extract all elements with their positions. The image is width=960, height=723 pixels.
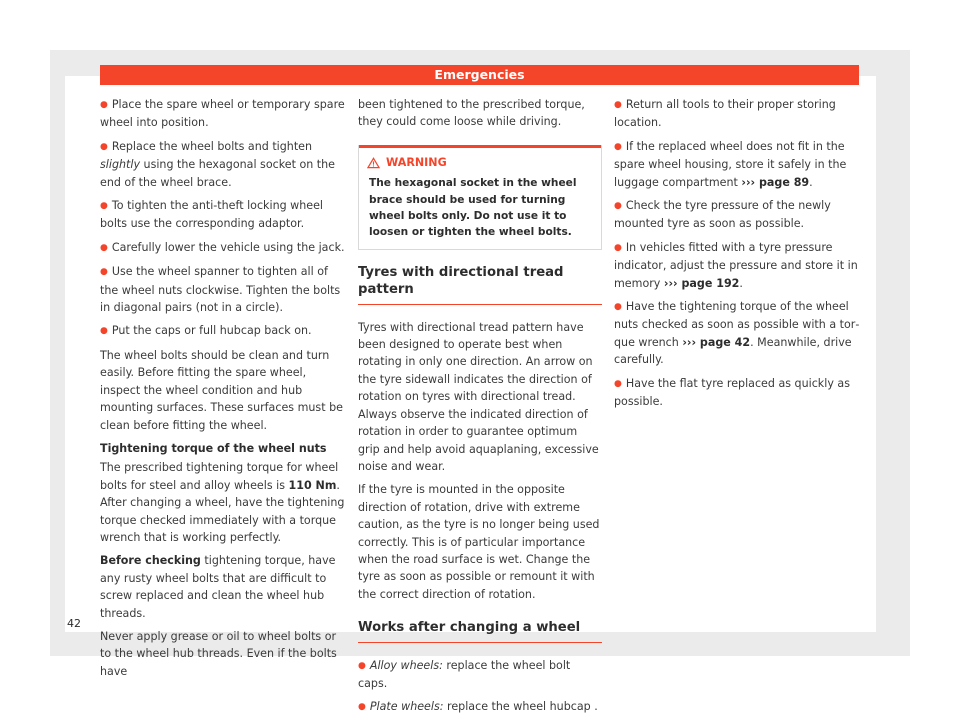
list-item: ● Replace the wheel bolts and tighten slightly using the hexagonal socket on the end of the wheel brace.: [100, 138, 346, 191]
list-item: ● Place the spare wheel or temporary spare wheel into position.: [100, 96, 346, 132]
list-item: ● Have the tightening torque of the wheel nuts checked as soon as possible with a torque wrench ››› page 42. Meanwhile, drive carefully.: [614, 298, 860, 369]
column-left: [100, 96, 346, 686]
list-item: ● Alloy wheels: replace the wheel bolt caps.: [358, 657, 602, 693]
paragraph: Tyres with directional tread pattern have been designed to operate best when rotating in only one direction. An arrow on the tyre sidewall indicates the direction of rotation on tyres with directional tread. Always observe the indicated direction of rotation in order to guarantee optimum grip and help avoid aquaplaning, excessive noise and wear.: [358, 320, 599, 473]
list-item: ● If the replaced wheel does not fit in the spare wheel housing, store it safely in the luggage compartment ››› page 89.: [614, 138, 860, 191]
page-link[interactable]: ››› page 89: [741, 175, 810, 189]
list-item: ● Use the wheel spanner to tighten all of the wheel nuts clockwise. Tighten the bolts in diagonal pairs (not in a circle).: [100, 263, 346, 316]
list-item: ● Carefully lower the vehicle using the jack.: [100, 239, 346, 257]
list-item: ● Check the tyre pressure of the newly mounted tyre as soon as possible.: [614, 197, 860, 233]
page-number: 42: [67, 617, 81, 630]
warning-triangle-icon: [367, 157, 380, 169]
paragraph: The prescribed tightening torque for wheel bolts for steel and alloy wheels is 110 Nm. After changing a wheel, have the tightening torque checked immediately with a torque wrench that is working perfectly.: [100, 461, 345, 544]
paragraph: The wheel bolts should be clean and turn easily. Before fitting the spare wheel, inspect the wheel condition and hub mounting surfaces. These surfaces must be clean before fitting the wheel.: [100, 348, 343, 432]
section-heading: Tyres with directional tread pattern: [358, 264, 602, 305]
column-right: [614, 96, 860, 417]
section-heading: Works after changing a wheel: [358, 619, 602, 642]
page-link[interactable]: ››› page 42: [682, 335, 751, 349]
list-item: ● In vehicles fitted with a tyre pressure indicator, adjust the pressure and store it in memory ››› page 192.: [614, 239, 860, 292]
paragraph: been tightened to the prescribed torque, they could come loose while driving.: [358, 98, 585, 129]
paragraph: If the tyre is mounted in the opposite direction of rotation, drive with extreme caution, as the tyre is no longer being used correctly. This is of particular importance when the road surface is wet. Change the tyre as soon as possible or remount it with the correct direction of rotation.: [358, 483, 600, 601]
list-item: ● Put the caps or full hubcap back on.: [100, 322, 346, 340]
page-link[interactable]: ››› page 192: [663, 276, 740, 290]
warning-box: [358, 145, 602, 250]
list-item: ● Plate wheels: replace the wheel hubcap .: [358, 698, 602, 716]
warning-header: [359, 145, 601, 173]
section-header: Emergencies: [100, 65, 859, 85]
warning-body: The hexagonal socket in the wheel brace should be used for turning wheel bolts only. Do not use it to loosen or tighten the wheel bolts.: [369, 177, 577, 239]
subheading: Tightening torque of the wheel nuts: [100, 441, 327, 455]
column-middle: [358, 96, 602, 723]
warning-title: WARNING: [386, 155, 447, 169]
paragraph: Before checking tightening torque, have any rusty wheel bolts that are difficult to screw replaced and clean the wheel hub threads.: [100, 554, 336, 620]
paragraph: Never apply grease or oil to wheel bolts or to the wheel hub threads. Even if the bolts have: [100, 629, 337, 678]
list-item: ● To tighten the anti-theft locking wheel bolts use the corresponding adaptor.: [100, 197, 346, 233]
list-item: ● Return all tools to their proper storing location.: [614, 96, 860, 132]
list-item: ● Have the flat tyre replaced as quickly as possible.: [614, 375, 860, 411]
